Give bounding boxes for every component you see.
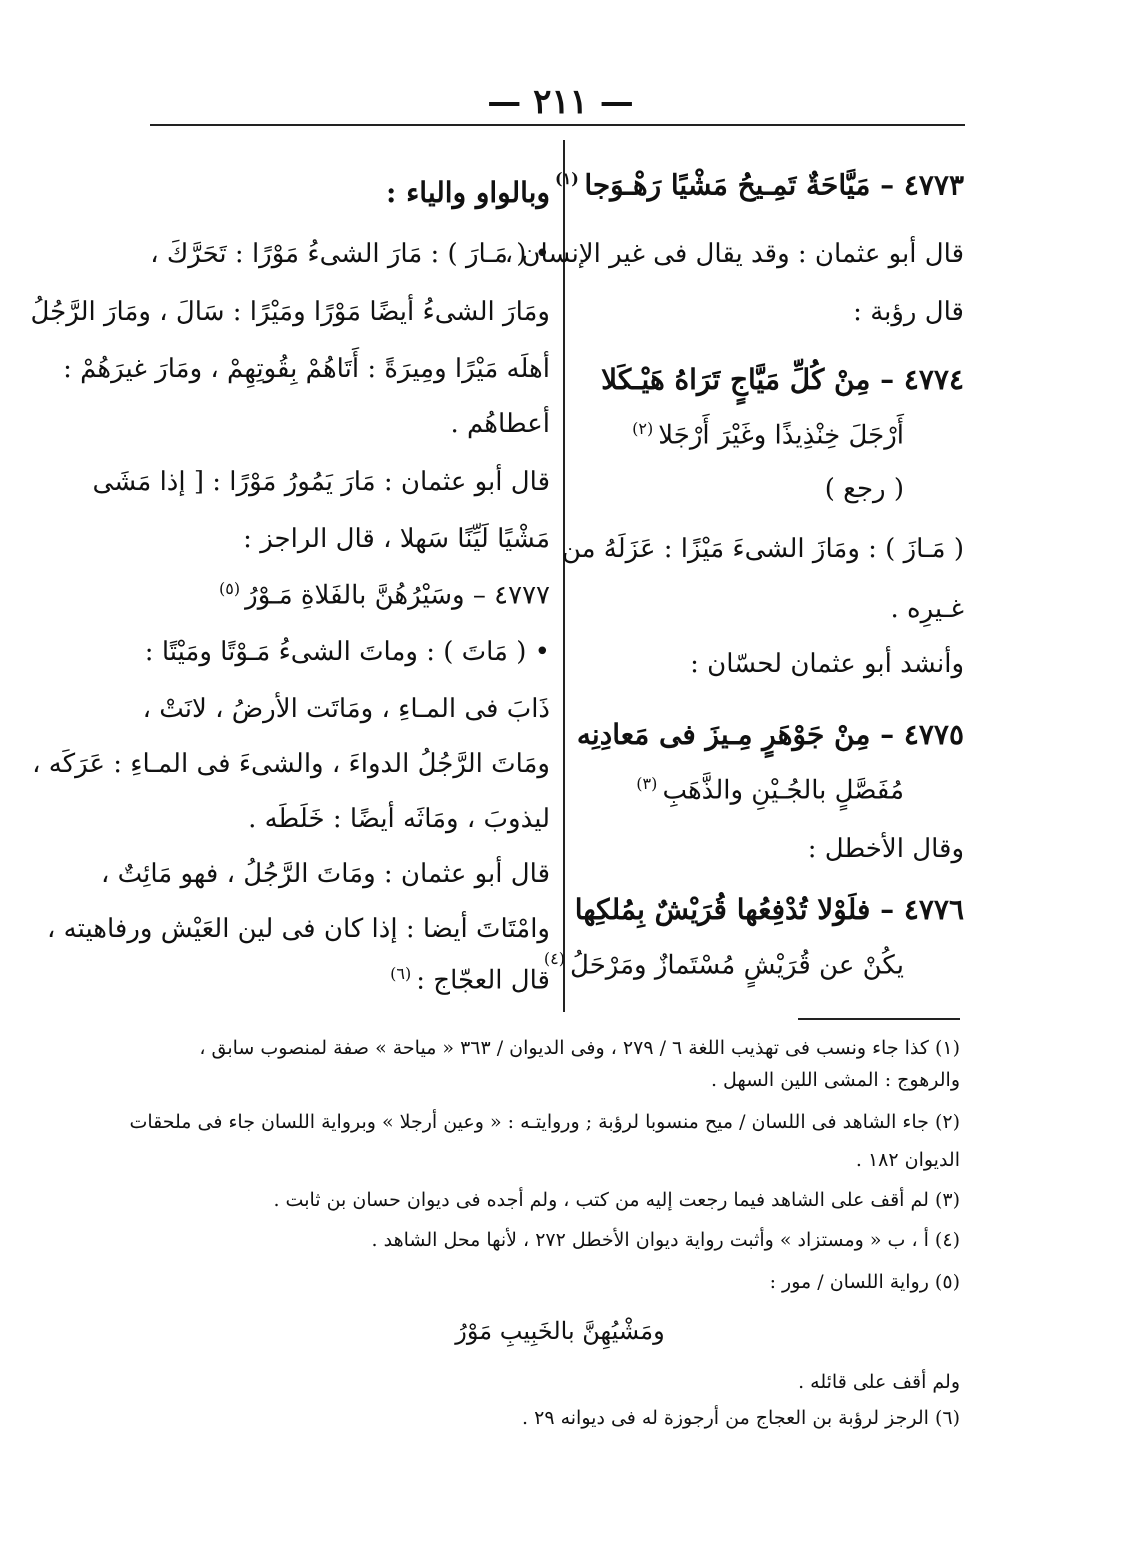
footnote-line: ومَشْيُهِنَّ بالخَبِيبِ مَوْرُ — [455, 1317, 665, 1345]
footnote-marker: (٥) — [218, 579, 246, 598]
footnote-line: الديوان ١٨٢ . — [855, 1149, 960, 1171]
footnote-line: (٤) أ ، ب « ومستزاد » وأثبت رواية ديوان الأخطل ٢٧٢ ، لأنها محل الشاهد . — [371, 1229, 960, 1251]
right-column-line: وقال الأخطل : — [807, 834, 964, 864]
right-column-line: ٤٧٧٤ – مِنْ كُلِّ مَيَّاجٍ تَرَاهُ هَيْـكَلا — [601, 363, 964, 396]
footnote-marker: (٢) — [632, 419, 659, 438]
footnote-line: ولم أقف على قائله . — [798, 1371, 960, 1393]
right-column-line: مُفَصَّلٍ بالجُـيْنِ والذَّهَبِ $^{(٣)}$ — [636, 774, 904, 806]
left-column-line: قال أبو عثمان : مَارَ يَمُورُ مَوْرًا : [ إذا مَشَى — [92, 467, 550, 497]
footnote-line: (١) كذا جاء ونسب فى تهذيب اللغة ٦ / ٢٧٩ ، وفى الديوان / ٣٦٣ « مياحة » صفة لمنصوب سابق ، — [199, 1037, 960, 1059]
left-column-line: ليذوبَ ، ومَاثَه أيضًا : خَلَطَه . — [248, 804, 550, 834]
left-column-line: وبالواو والياء : — [386, 176, 550, 209]
left-column-line: وامْتَاتَ أيضا : إذا كان فى لين العَيْش ورفاهيته ، — [47, 914, 550, 944]
footnote-line: (٣) لم أقف على الشاهد فيما رجعت إليه من كتب ، ولم أجده فى ديوان حسان بن ثابت . — [273, 1189, 960, 1211]
right-column-line: غـيرِه . — [890, 594, 964, 624]
footnote-line: (٢) جاء الشاهد فى اللسان / ميح منسوبا لرؤبة ; وروايتـه : « وعين أرجلا » وبرواية اللسان جاء فى ملحقات — [129, 1111, 960, 1133]
right-column-line: ٤٧٧٣ – مَيَّاحَةٌ تَمِـيحُ مَشْيًا رَهْـوَجا $^{(١)}$ — [555, 168, 964, 202]
left-column-line: قال العجّاج : $^{(٦)}$ — [390, 964, 550, 996]
page-number: — ٢١١ — — [487, 82, 634, 122]
footnote-marker: (٣) — [636, 774, 663, 793]
left-column-line: ومَاتَ الرَّجُلُ الدواءَ ، والشىءَ فى المـاءِ : عَرَكَه ، — [32, 749, 550, 779]
right-column-line: أَرْجَلَ خِنْذِيذًا وغَيْرَ أَرْجَلا $^{(٢)}$ — [632, 419, 904, 451]
footnote-marker: (٦) — [390, 964, 417, 983]
column-divider — [563, 140, 565, 1012]
footnote-line: (٦) الرجز لرؤبة بن العجاج من أرجوزة له فى ديوانه ٢٩ . — [522, 1407, 960, 1429]
footnote-marker: (٤) — [543, 949, 571, 968]
left-column-line: أهلَه مَيْرًا ومِيرَةً : أَتَاهُمْ بِقُوتِهِمْ ، ومَارَ غيرَهُمْ : — [63, 354, 550, 384]
left-column-line: ومَارَ الشىءُ أيضًا مَوْرًا ومَيْرًا : سَالَ ، ومَارَ الرَّجُلُ — [30, 297, 550, 327]
footnote-line: والرهوج : المشى اللين السهل . — [710, 1069, 960, 1091]
right-column-line: ( مَـازَ ) : ومَازَ الشىءَ مَيْزًا : عَزَلَهُ من — [561, 534, 964, 564]
left-column-line: • ( مَاتَ ) : وماتَ الشىءُ مَـوْتًا ومَيْتًا : — [144, 637, 550, 667]
right-column-line: قال أبو عثمان : وقد يقال فى غير الإنسان ، — [504, 239, 964, 269]
right-column-line: ٤٧٧٦ – فلَوْلا تُدْفِعُها قُرَيْشٌ بِمُلكِها — [574, 893, 964, 926]
left-column-line: أعطاهُم . — [450, 409, 550, 439]
header-rule — [150, 124, 965, 126]
footnote-line: (٥) رواية اللسان / مور : — [769, 1271, 960, 1293]
left-column-line: قال أبو عثمان : ومَاتَ الرَّجُلُ ، فهو مَائِتٌ ، — [100, 859, 550, 889]
footnote-marker: (١) — [555, 169, 585, 188]
right-column-line: قال رؤبة : — [853, 297, 964, 327]
left-column-line: ذَابَ فى المـاءِ ، ومَاتَت الأرضُ ، لانَتْ ، — [142, 694, 550, 724]
left-column-line: ٤٧٧٧ – وسَيْرُهُنَّ بالفَلاةِ مَـوْرُ $^{(٥)}$ — [218, 579, 550, 611]
right-column-line: ٤٧٧٥ – مِنْ جَوْهَرٍ مِـيزَ فى مَعادِنِه — [576, 718, 964, 751]
left-column-line: • ( مَـارَ ) : مَارَ الشىءُ مَوْرًا : تَحَرَّكَ ، — [150, 239, 550, 269]
right-column-line: وأنشد أبو عثمان لحسّان : — [690, 649, 964, 679]
footnote-rule — [798, 1018, 960, 1020]
right-column-line: ( رجع ) — [824, 474, 904, 504]
left-column-line: مَشْيًا لَيِّنًا سَهلا ، قال الراجز : — [243, 524, 550, 554]
right-column-line: يكُنْ عن قُرَيْشٍ مُسْتَمازٌ ومَرْحَلُ $^{(٤)}$ — [543, 949, 904, 981]
